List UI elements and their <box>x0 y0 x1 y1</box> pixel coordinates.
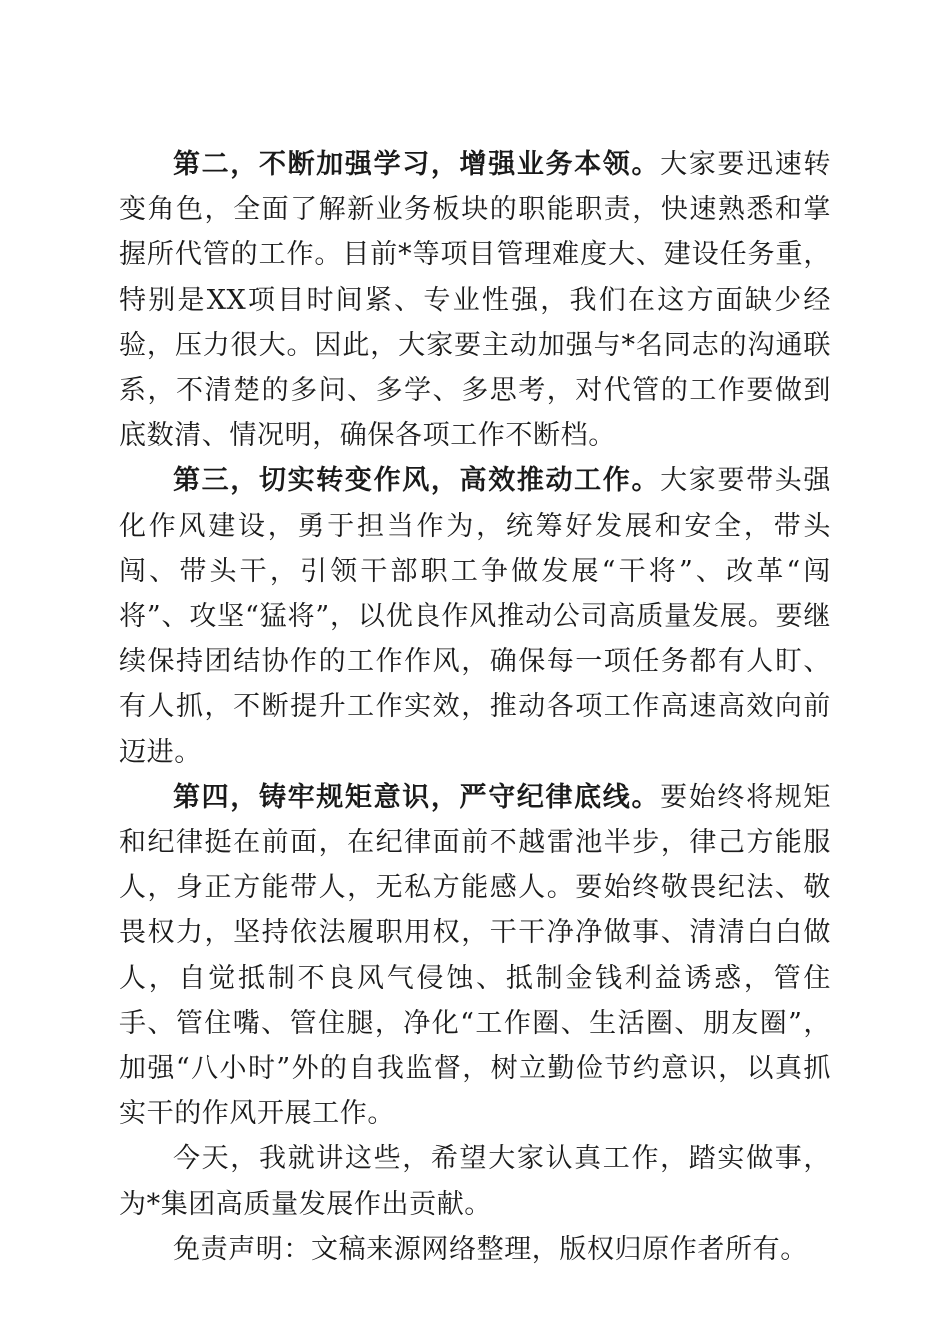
paragraph-text: 大家要带头强化作风建设，勇于担当作为，统筹好发展和安全，带头闯、带头干，引领干部职工争做发展“干将”、改革“闯将”、攻坚“猛将”，以优良作风推动公司高质量发展。要继续保持团结协作的工作作风，确保每一项任务都有人盯、有人抓，不断提升工作实效，推动各项工作高速高效向前迈进。 <box>119 465 831 768</box>
paragraph-third-point <box>119 458 831 774</box>
paragraph-text: 要始终将规矩和纪律挺在前面，在纪律面前不越雷池半步，律己方能服人，身正方能带人，无私方能感人。要始终敬畏纪法、敬畏权力，坚持依法履职用权，干干净净做事、清清白白做人，自觉抵制不良风气侵蚀、抵制金钱利益诱惑，管住手、管住嘴、管住腿，净化“工作圈、生活圈、朋友圈”，加强“八小时”外的自我监督，树立勤俭节约意识，以真抓实干的作风开展工作。 <box>119 781 831 1130</box>
closing-paragraph: 今天，我就讲这些，希望大家认真工作，踏实做事，为*集团高质量发展作出贡献。 <box>119 1143 831 1220</box>
paragraph-heading: 第三，切实转变作风，高效推动工作。 <box>173 465 661 497</box>
paragraph-heading: 第二，不断加强学习，增强业务本领。 <box>173 149 661 180</box>
paragraph-fourth-point <box>119 775 831 1137</box>
paragraph-text: 大家要迅速转变角色，全面了解新业务板块的职能职责，快速熟悉和掌握所代管的工作。目前*等项目管理难度大、建设任务重，特别是XX项目时间紧、专业性强，我们在这方面缺少经验，压力很大。因此，大家要主动加强与*名同志的沟通联系，不清楚的多问、多学、多思考，对代管的工作要做到底数清、情况明，确保各项工作不断档。 <box>119 149 831 452</box>
paragraph-heading: 第四，铸牢规矩意识，严守纪律底线。 <box>173 781 661 813</box>
paragraph-second-point <box>119 142 831 458</box>
disclaimer: 免责声明：文稿来源网络整理，版权归原作者所有。 <box>173 1233 808 1265</box>
document-body <box>119 142 831 1272</box>
